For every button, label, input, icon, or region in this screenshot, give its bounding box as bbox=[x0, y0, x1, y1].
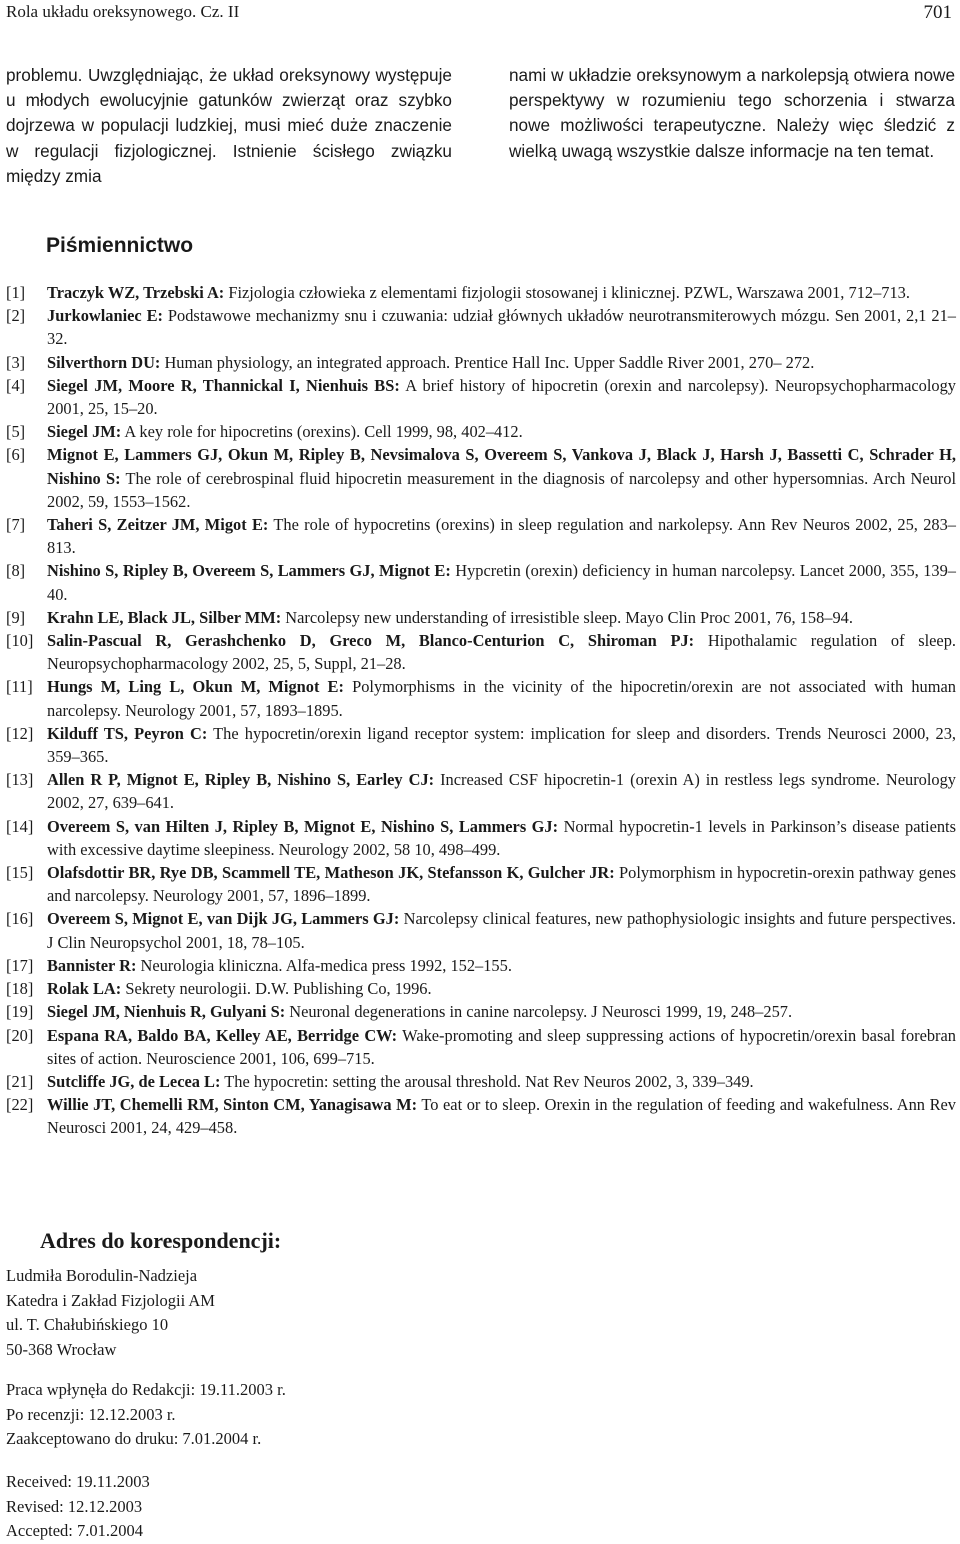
reference-number: [20] bbox=[6, 1025, 34, 1045]
reference-authors: Allen R P, Mignot E, Ripley B, Nishino S, Earley CJ: bbox=[47, 770, 435, 790]
date-accepted-pl: Zaakceptowano do druku: 7.01.2004 r. bbox=[6, 1429, 262, 1449]
reference-number: [10] bbox=[6, 631, 34, 651]
reference-number: [3] bbox=[6, 352, 26, 372]
reference-authors: Taheri S, Zeitzer JM, Migot E: bbox=[47, 515, 269, 535]
reference-number: [6] bbox=[6, 445, 26, 465]
reference-number: [2] bbox=[6, 306, 26, 326]
reference-number: [17] bbox=[6, 955, 34, 975]
reference-item bbox=[6, 513, 956, 559]
reference-authors: Jurkowlaniec E: bbox=[47, 306, 164, 326]
reference-number: [7] bbox=[6, 515, 26, 535]
reference-authors: Siegel JM: bbox=[47, 422, 122, 442]
reference-authors: Mignot E, Lammers GJ, Okun M, Ripley B, Nevsimalova S, Overeem S, Vankova J, Black J, Harsh J, Bassetti C, Schrader H, Nishino S: bbox=[47, 445, 956, 488]
reference-number: [4] bbox=[6, 375, 26, 395]
reference-number: [21] bbox=[6, 1071, 34, 1091]
reference-text: The hypocretin/orexin ligand receptor system: implication for sleep and disorders. Trends Neurosci 2000, 23, 359–365. bbox=[47, 723, 956, 767]
reference-text: The role of cerebrospinal fluid hipocretin measurement in the diagnosis of narcolepsy and other hypersomnias. Arch Neurol 2002, 59, 1553–1562. bbox=[47, 468, 957, 511]
reference-authors: Olafsdottir BR, Rye DB, Scammell TE, Matheson JK, Stefansson K, Gulcher JR: bbox=[47, 863, 615, 883]
reference-text: Neuronal degenerations in canine narcolepsy. J Neurosci 1999, 19, 248–257. bbox=[285, 1002, 793, 1022]
reference-text: Narcolepsy clinical features, new pathophysiologic insights and future perspectives. J Clin Neuropsychol 2001, 18, 78–105. bbox=[47, 909, 956, 952]
reference-text: Narcolepsy new understanding of irresistible sleep. Mayo Clin Proc 2001, 76, 158–94. bbox=[281, 607, 853, 627]
reference-text: Sekrety neurologii. D.W. Publishing Co, 1996. bbox=[121, 979, 432, 999]
reference-item bbox=[6, 351, 956, 374]
reference-text: Neurologia kliniczna. Alfa-medica press 1992, 152–155. bbox=[136, 955, 512, 975]
reference-text: Hypcretin (orexin) deficiency in human narcolepsy. Lancet 2000, 355, 139–40. bbox=[47, 561, 956, 604]
reference-authors: Rolak LA: bbox=[47, 979, 122, 999]
reference-text: The role of hypocretins (orexins) in sleep regulation and narkolepsy. Ann Rev Neuros 2002, 25, 283–813. bbox=[47, 515, 956, 558]
address-name: Ludmiła Borodulin-Nadzieja bbox=[6, 1266, 198, 1285]
reference-number: [18] bbox=[6, 979, 34, 999]
date-revised-en: Revised: 12.12.2003 bbox=[6, 1496, 143, 1516]
reference-authors: Bannister R: bbox=[47, 955, 137, 975]
reference-item bbox=[6, 977, 956, 1000]
date-accepted-en: Accepted: 7.01.2004 bbox=[6, 1521, 144, 1541]
reference-number: [12] bbox=[6, 723, 34, 743]
reference-authors: Hungs M, Ling L, Okun M, Mignot E: bbox=[47, 677, 344, 697]
reference-text: Polymorphism in hypocretin-orexin pathway genes and narcolepsy. Neurology 2001, 57, 1896–1899. bbox=[47, 863, 956, 906]
reference-item bbox=[6, 606, 956, 629]
reference-item bbox=[6, 768, 956, 814]
reference-number: [9] bbox=[6, 607, 26, 627]
reference-authors: Silverthorn DU: bbox=[47, 352, 161, 372]
reference-number: [8] bbox=[6, 561, 26, 581]
references-list bbox=[6, 281, 956, 1140]
body-text-left-column: problemu. Uwzględniając, że układ oreksynowy występuje u młodych ewolucyjnie gatunków zwierząt oraz szybko dojrzewa w populacji ludzkiej, musi mieć duże znaczenie w regulacji fizjologicznej. Istnienie ścisłego związku między zmia bbox=[6, 65, 452, 186]
reference-authors: Kilduff TS, Peyron C: bbox=[47, 723, 208, 743]
reference-number: [22] bbox=[6, 1095, 34, 1115]
date-received-pl: Praca wpłynęła do Redakcji: 19.11.2003 r. bbox=[6, 1380, 286, 1399]
reference-text: To eat or to sleep. Orexin in the regulation of feeding and wakefulness. Ann Rev Neurosci 2001, 24, 429–458. bbox=[47, 1095, 956, 1138]
reference-text: Fizjologia człowieka z elementami fizjologii stosowanej i klinicznej. PZWL, Warszawa 2001, 712–713. bbox=[224, 283, 910, 302]
reference-number: [1] bbox=[6, 283, 26, 302]
reference-item bbox=[6, 304, 956, 350]
reference-item bbox=[6, 1024, 956, 1070]
reference-item bbox=[6, 1093, 956, 1139]
reference-item bbox=[6, 1000, 956, 1023]
reference-item bbox=[6, 420, 956, 443]
reference-text: Wake-promoting and sleep suppressing actions of hypocretin/orexin basal forebran sites of action. Neuroscience 2001, 106, 699–715. bbox=[47, 1025, 956, 1068]
reference-authors: Nishino S, Ripley B, Overeem S, Lammers GJ, Mignot E: bbox=[47, 561, 451, 581]
reference-item bbox=[6, 954, 956, 977]
reference-text: Polymorphisms in the vicinity of the hipocretin/orexin are not associated with human narcolepsy. Neurology 2001, 57, 1893–1895. bbox=[47, 677, 956, 720]
reference-item bbox=[6, 629, 956, 675]
reference-item bbox=[6, 1070, 956, 1093]
references-heading: Piśmiennictwo bbox=[46, 234, 194, 257]
reference-number: [19] bbox=[6, 1002, 34, 1022]
running-title: Rola układu oreksynowego. Cz. II bbox=[6, 2, 240, 21]
reference-text: Increased CSF hipocretin-1 (orexin A) in restless legs syndrome. Neurology 2002, 27, 639–641. bbox=[47, 770, 956, 813]
address-street: ul. T. Chałubińskiego 10 bbox=[6, 1315, 169, 1335]
correspondence-heading: Adres do korespondencji: bbox=[40, 1228, 282, 1253]
reference-item bbox=[6, 281, 956, 304]
page-number: 701 bbox=[923, 2, 952, 23]
reference-authors: Overeem S, Mignot E, van Dijk JG, Lammers GJ: bbox=[47, 909, 400, 929]
reference-item bbox=[6, 722, 956, 768]
reference-authors: Willie JT, Chemelli RM, Sinton CM, Yanagisawa M: bbox=[47, 1095, 418, 1115]
date-received-en: Received: 19.11.2003 bbox=[6, 1472, 150, 1491]
reference-number: [14] bbox=[6, 816, 34, 836]
reference-text: A brief history of hipocretin (orexin and narcolepsy). Neuropsychopharmacology 2001, 25, 15–20. bbox=[47, 375, 957, 419]
reference-authors: Siegel JM, Moore R, Thannickal I, Nienhuis BS: bbox=[47, 375, 400, 395]
reference-number: [13] bbox=[6, 770, 34, 790]
reference-authors: Overeem S, van Hilten J, Ripley B, Mignot E, Nishino S, Lammers GJ: bbox=[47, 816, 559, 836]
page-header bbox=[6, 2, 954, 26]
reference-authors: Traczyk WZ, Trzebski A: bbox=[47, 283, 225, 302]
reference-text: Podstawowe mechanizmy snu i czuwania: udział głównych układów neurotransmiterowych mózgu. Sen 2001, 2,1 21–32. bbox=[47, 306, 956, 349]
reference-authors: Sutcliffe JG, de Lecea L: bbox=[47, 1071, 221, 1091]
reference-number: [15] bbox=[6, 863, 34, 883]
reference-text: Hipothalamic regulation of sleep. Neuropsychopharmacology 2002, 25, 5, Suppl, 21–28. bbox=[47, 631, 957, 674]
reference-item bbox=[6, 374, 956, 420]
reference-text: Normal hypocretin-1 levels in Parkinson’s disease patients with excessive daytime sleepiness. Neurology 2002, 58 10, 498–499. bbox=[47, 816, 956, 859]
reference-text: A key role for hipocretins (orexins). Cell 1999, 98, 402–412. bbox=[121, 422, 523, 442]
reference-item bbox=[6, 559, 956, 605]
submission-dates-english bbox=[6, 1470, 150, 1544]
reference-number: [11] bbox=[6, 677, 33, 697]
reference-authors: Espana RA, Baldo BA, Kelley AE, Berridge CW: bbox=[47, 1025, 398, 1045]
reference-item bbox=[6, 815, 956, 861]
correspondence-address bbox=[6, 1264, 215, 1362]
reference-authors: Salin-Pascual R, Gerashchenko D, Greco M, Blanco-Centurion C, Shiroman PJ: bbox=[47, 631, 695, 651]
reference-authors: Siegel JM, Nienhuis R, Gulyani S: bbox=[47, 1002, 286, 1022]
reference-text: Human physiology, an integrated approach. Prentice Hall Inc. Upper Saddle River 2001, 270– 272. bbox=[160, 352, 815, 372]
reference-text: The hypocretin: setting the arousal threshold. Nat Rev Neuros 2002, 3, 339–349. bbox=[220, 1071, 754, 1091]
reference-item bbox=[6, 907, 956, 953]
reference-item bbox=[6, 443, 956, 513]
body-text-right-column: nami w układzie oreksynowym a narkolepsją otwiera nowe perspektywy w rozumieniu tego schorzenia i stwarza nowe możliwości terapeutyczne. Należy więc śledzić z wielką uwagą wszystkie dalsze informacje na ten temat. bbox=[509, 65, 955, 161]
reference-authors: Krahn LE, Black JL, Silber MM: bbox=[47, 607, 282, 627]
reference-number: [5] bbox=[6, 422, 26, 442]
date-reviewed-pl: Po recenzji: 12.12.2003 r. bbox=[6, 1404, 176, 1424]
reference-item bbox=[6, 675, 956, 721]
submission-dates-polish bbox=[6, 1378, 286, 1452]
address-department: Katedra i Zakład Fizjologii AM bbox=[6, 1290, 215, 1310]
reference-number: [16] bbox=[6, 909, 34, 929]
reference-item bbox=[6, 861, 956, 907]
address-city: 50-368 Wrocław bbox=[6, 1339, 117, 1359]
